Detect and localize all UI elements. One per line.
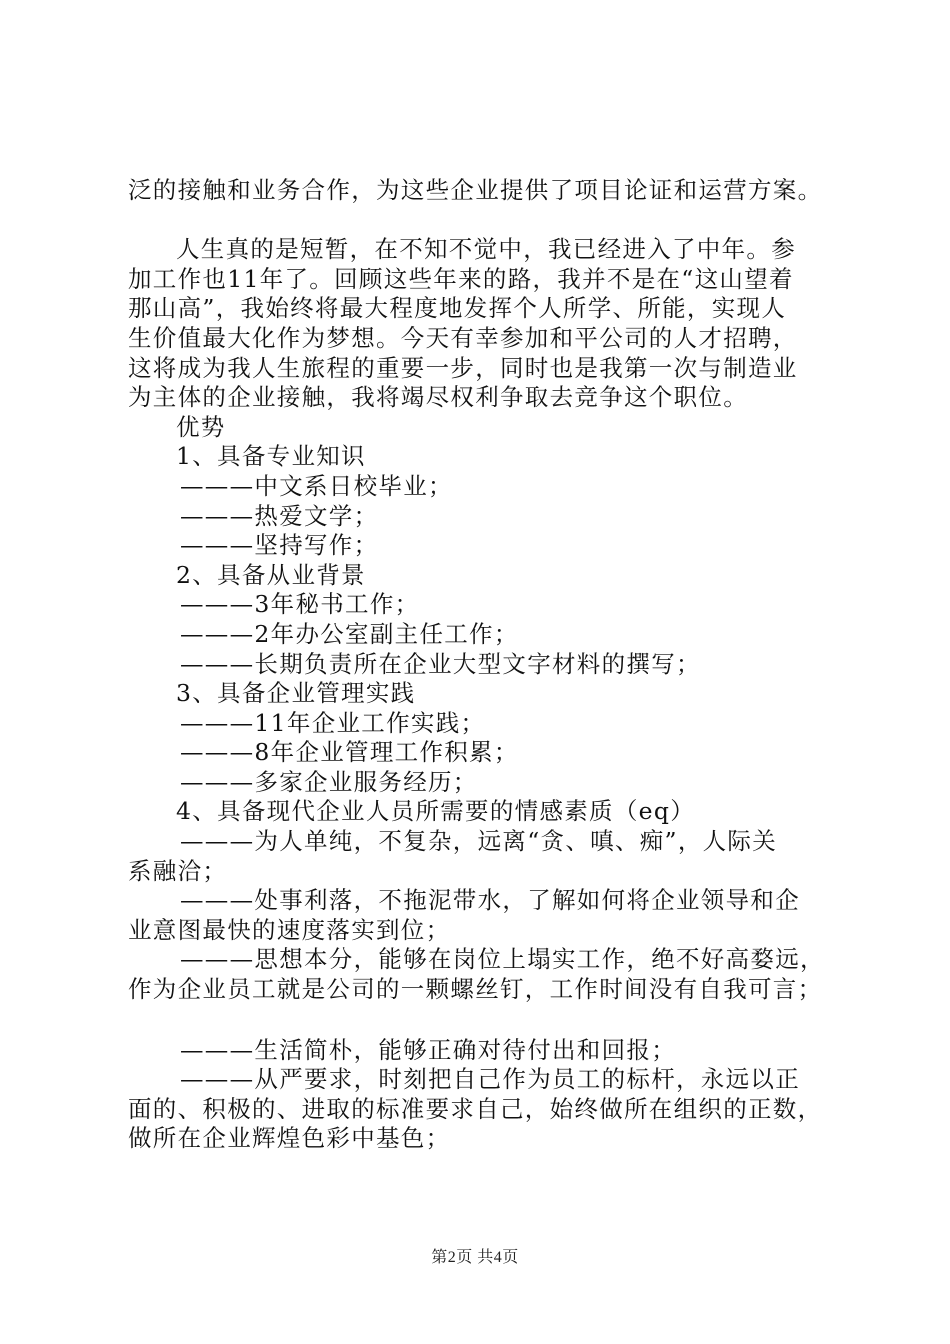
list-item: ———多家企业服务经历；: [180, 767, 478, 796]
paragraph-line: 生价值最大化作为梦想。今天有幸参加和平公司的人才招聘，: [128, 323, 798, 352]
list-item: ———生活简朴，能够正确对待付出和回报；: [180, 1035, 676, 1064]
list-item-continuation: 系融洽；: [128, 856, 228, 885]
list-item-continuation: 业意图最快的速度落实到位；: [128, 915, 451, 944]
list-title: 1、具备专业知识: [176, 442, 366, 471]
list-item-continuation: 作为企业员工就是公司的一颗螺丝钉，工作时间没有自我可言；: [128, 975, 823, 1004]
list-item: ———处事利落，不拖泥带水，了解如何将企业领导和企: [180, 886, 800, 915]
list-item-continuation: 面的、积极的、进取的标准要求自己，始终做所在组织的正数，: [128, 1094, 823, 1123]
paragraph-line: 那山高”，我始终将最大程度地发挥个人所学、所能，实现人: [128, 294, 787, 323]
list-title: 2、具备从业背景: [176, 560, 366, 589]
document-body: [128, 176, 858, 1154]
list-item: ———长期负责所在企业大型文字材料的撰写；: [180, 649, 701, 678]
list-item: ———从严要求，时刻把自己作为员工的标杆，永远以正: [180, 1065, 800, 1094]
paragraph-line: 人生真的是短暂，在不知不觉中，我已经进入了中年。参: [176, 235, 796, 264]
list-item: ———热爱文学；: [180, 501, 379, 530]
list-item: ———坚持写作；: [180, 531, 379, 560]
list-item: ———8年企业管理工作积累；: [180, 738, 519, 767]
list-title: 3、具备企业管理实践: [176, 679, 416, 708]
paragraph-career: [128, 235, 858, 413]
list-item: ———11年企业工作实践；: [180, 708, 486, 737]
paragraph-line: 这将成为我人生旅程的重要一步，同时也是我第一次与制造业: [128, 353, 798, 382]
list-item: ———3年秘书工作；: [180, 590, 420, 619]
section-heading: 优势: [176, 412, 226, 441]
page-number-footer: 第2页 共4页: [431, 1249, 519, 1266]
list-item-continuation: 做所在企业辉煌色彩中基色；: [128, 1124, 451, 1153]
paragraph-line: 加工作也11年了。回顾这些年来的路，我并不是在“这山望着: [128, 264, 794, 293]
list-item: ———思想本分，能够在岗位上塌实工作，绝不好高婺远，: [180, 945, 825, 974]
paragraph-line: 为主体的企业接触，我将竭尽权利争取去竞争这个职位。: [128, 383, 748, 412]
list-item: ———为人单纯，不复杂，远离“贪、嗔、痴”，人际关: [180, 827, 778, 856]
list-title: 4、具备现代企业人员所需要的情感素质（eq）: [176, 797, 696, 826]
paragraph-continuation: 泛的接触和业务合作，为这些企业提供了项目论证和运营方案。: [128, 176, 823, 204]
list-item: ———2年办公室副主任工作；: [180, 619, 519, 648]
list-item: ———中文系日校毕业；: [180, 471, 453, 500]
